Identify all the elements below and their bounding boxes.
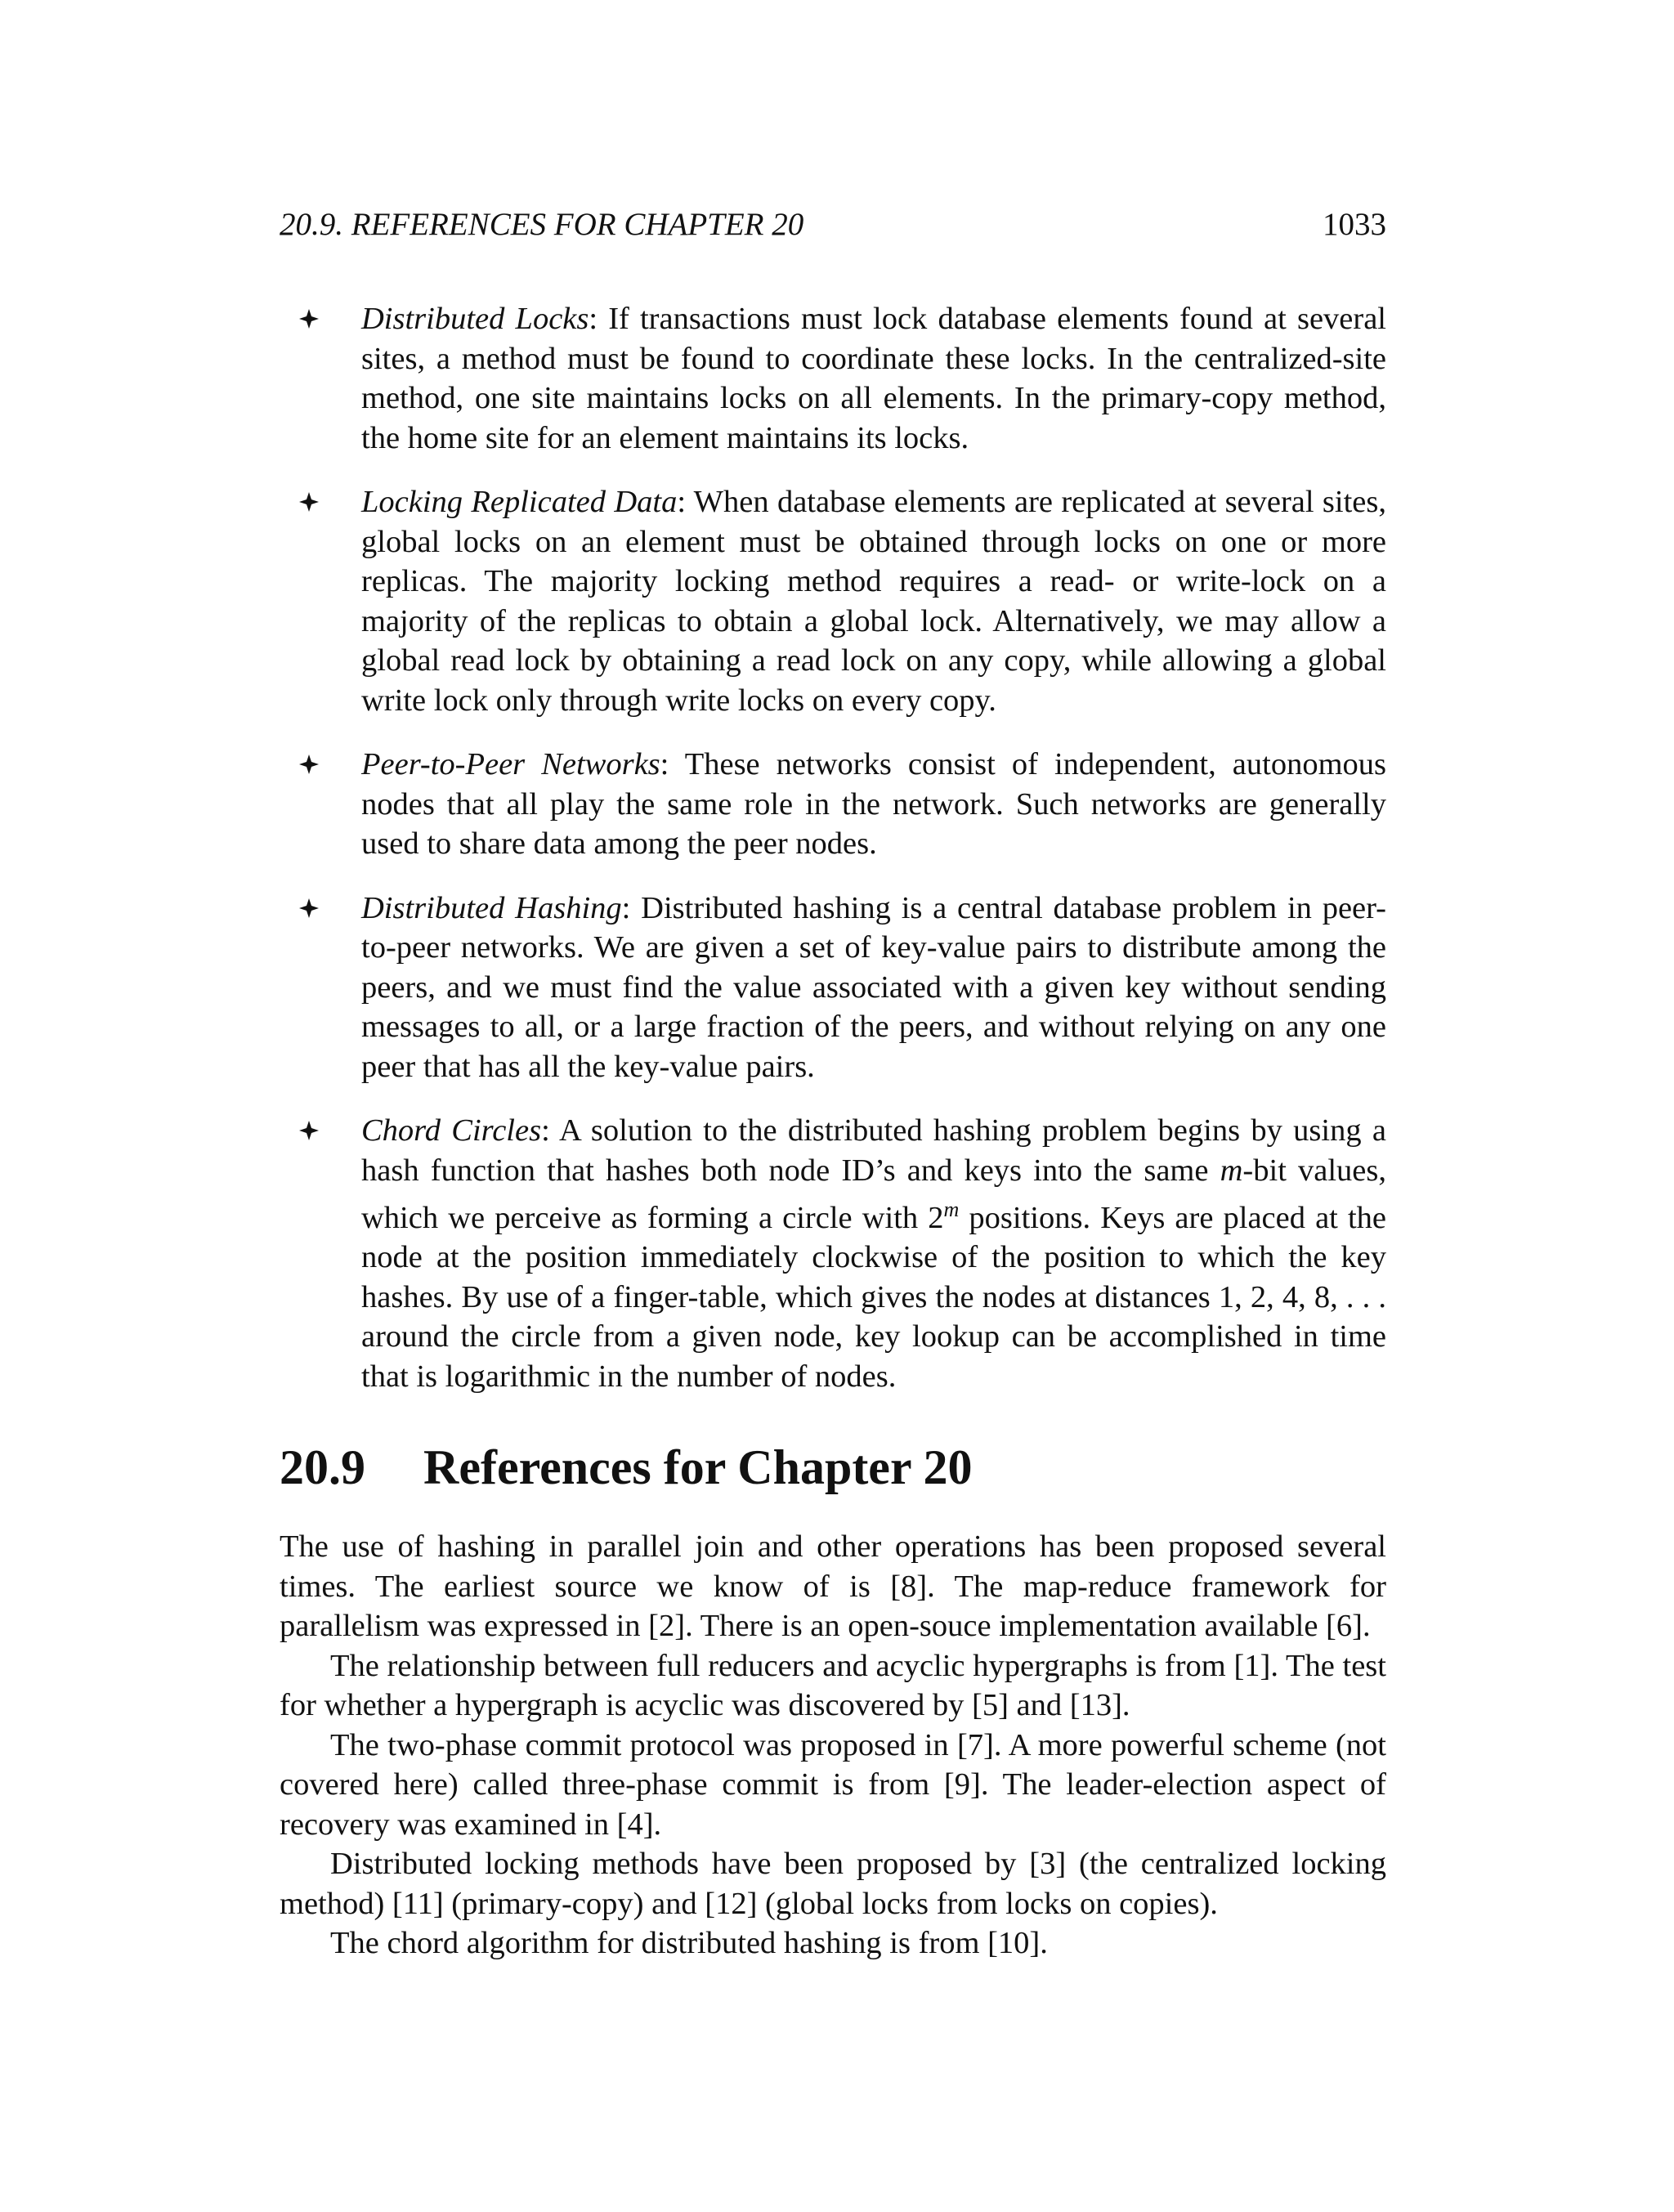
bullet-term: Distributed Hashing bbox=[361, 890, 622, 925]
reference-paragraph: Distributed locking methods have been proposed by [3] (the centralized locking method) [11] (primary-copy) and [12] (global locks from locks on copies). bbox=[280, 1847, 1386, 1921]
page-number: 1033 bbox=[1323, 207, 1386, 242]
four-point-star-icon bbox=[280, 299, 361, 338]
bullet-text: : If transactions must lock database elements found at several sites, a method must be found to coordinate these locks. In the centralized-site method, one site maintains locks on all elements. In the primary-copy method, the home site for an element maintains its locks. bbox=[361, 302, 1386, 455]
bullet-text: -bit values, which we perceive as forming a circle with 2 bbox=[361, 1153, 1386, 1235]
bullet-body bbox=[361, 745, 1386, 864]
reference-paragraph: The two-phase commit protocol was proposed in [7]. A more powerful scheme (not covered here) called three-phase commit is from [9]. The leader-election aspect of recovery was examined in [4]. bbox=[280, 1727, 1386, 1842]
bullet-body bbox=[361, 482, 1386, 720]
section-title: References for Chapter 20 bbox=[423, 1440, 973, 1495]
reference-paragraph: The use of hashing in parallel join and other operations has been proposed several times. The earliest source we know of is [8]. The map-reduce framework for parallelism was expressed in [2]. There is an open-souce implementation available [6]. bbox=[280, 1529, 1386, 1644]
bullet-item-distributed-locks bbox=[280, 299, 1386, 458]
section-heading bbox=[280, 1439, 1386, 1496]
summary-bullet-list bbox=[280, 299, 1386, 1396]
bullet-term: Locking Replicated Data bbox=[361, 485, 678, 519]
bullet-text: positions. Keys are placed at the node at the position immediately clockwise of the position to which the key hashes. By use of a finger-table, which gives the nodes at distances 1, 2, 4, 8, . . . around the circle from a given node, key lookup can be accomplished in time that is logarithmic in the number of nodes. bbox=[361, 1200, 1386, 1394]
document-page bbox=[280, 204, 1386, 1963]
four-point-star-icon bbox=[280, 482, 361, 522]
bullet-text: : When database elements are replicated at several sites, global locks on an element must be obtained through locks on one or more replicas. The majority locking method requires a read- or write-lock on a majority of the replicas to obtain a global lock. Alternatively, we may allow a global read lock by obtaining a read lock on any copy, while allowing a global write lock only through write locks on every copy. bbox=[361, 485, 1386, 718]
four-point-star-icon bbox=[280, 889, 361, 928]
bullet-text: : These networks consist of independent, autonomous nodes that all play the same role in the network. Such networks are generally used to share data among the peer nodes. bbox=[361, 747, 1386, 861]
bullet-term: Distributed Locks bbox=[361, 302, 589, 336]
bullet-body bbox=[361, 1111, 1386, 1396]
math-exponent-m: m bbox=[943, 1198, 960, 1221]
references-text bbox=[280, 1527, 1386, 1963]
section-number: 20.9 bbox=[280, 1440, 365, 1495]
reference-paragraph: The chord algorithm for distributed hashing is from [10]. bbox=[330, 1926, 1048, 1961]
bullet-term: Chord Circles bbox=[361, 1113, 542, 1148]
bullet-body bbox=[361, 299, 1386, 458]
math-variable-m: m bbox=[1220, 1153, 1243, 1188]
bullet-item-distributed-hashing bbox=[280, 889, 1386, 1087]
bullet-text: : Distributed hashing is a central database problem in peer-to-peer networks. We are given a set of key-value pairs to distribute among the peers, and we must find the value associated with a given key without sending messages to all, or a large fraction of the peers, and without relying on any one peer that has all the key-value pairs. bbox=[361, 890, 1386, 1084]
four-point-star-icon bbox=[280, 1111, 361, 1150]
running-header bbox=[280, 204, 1386, 245]
bullet-item-chord-circles bbox=[280, 1111, 1386, 1396]
four-point-star-icon bbox=[280, 745, 361, 784]
reference-paragraph: The relationship between full reducers and acyclic hypergraphs is from [1]. The test for whether a hypergraph is acyclic was discovered by [5] and [13]. bbox=[280, 1648, 1386, 1723]
bullet-item-locking-replicated-data bbox=[280, 482, 1386, 720]
bullet-item-peer-to-peer-networks bbox=[280, 745, 1386, 864]
running-title: 20.9. REFERENCES FOR CHAPTER 20 bbox=[280, 207, 804, 242]
bullet-term: Peer-to-Peer Networks bbox=[361, 747, 660, 781]
bullet-text: : A solution to the distributed hashing problem begins by using a hash function that hashes both node ID’s and keys into the same bbox=[361, 1113, 1386, 1188]
bullet-body bbox=[361, 889, 1386, 1087]
